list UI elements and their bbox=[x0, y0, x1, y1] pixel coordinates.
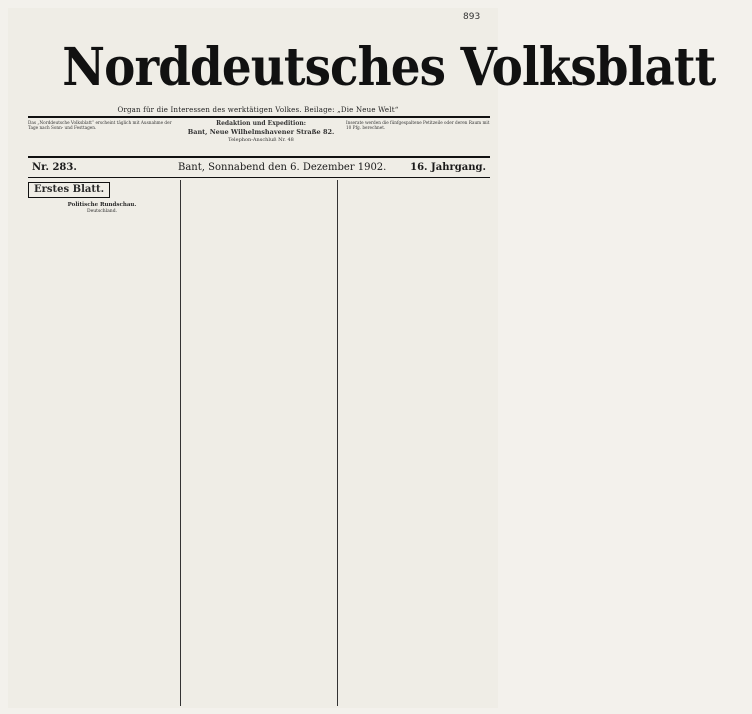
dateline-top-rule bbox=[28, 156, 490, 158]
article-columns bbox=[28, 180, 490, 708]
newspaper-title: Norddeutsches Volksblatt bbox=[62, 37, 716, 98]
publication-info-right: Inserate werden die fünfgespaltene Petitzeile oder deren Raum mit 10 Pfg. berechnet. bbox=[346, 120, 490, 131]
column-1 bbox=[28, 180, 176, 706]
column-divider bbox=[337, 180, 338, 706]
editorial-street: Bant, Neue Wilhelmshavener Straße 82. bbox=[187, 128, 335, 136]
column-3 bbox=[342, 180, 490, 706]
volume-year: 16. Jahrgang. bbox=[410, 162, 486, 173]
editorial-label: Redaktion und Expedition: bbox=[216, 120, 306, 127]
issue-date: Bant, Sonnabend den 6. Dezember 1902. bbox=[178, 162, 387, 173]
masthead bbox=[26, 36, 716, 104]
column-divider bbox=[180, 180, 181, 706]
editorial-phone: Telephon-Anschluß Nr. 48 bbox=[228, 137, 294, 143]
section-subheading: Deutschland. bbox=[86, 209, 118, 214]
section-box-title: Erstes Blatt. bbox=[28, 182, 110, 198]
page-folio-number: 893 bbox=[463, 12, 481, 22]
dateline bbox=[28, 160, 490, 176]
dateline-bottom-rule bbox=[28, 177, 490, 178]
issue-number: Nr. 283. bbox=[32, 162, 77, 173]
column-2 bbox=[185, 180, 333, 706]
publication-info-left: Das „Norddeutsche Volksblatt“ erscheint täglich mit Ausnahme der Tage nach Sonn- und Festtagen. bbox=[28, 120, 172, 131]
newspaper-page bbox=[8, 8, 716, 708]
section-heading: Politische Rundschau. bbox=[67, 202, 137, 208]
publication-info bbox=[28, 118, 490, 154]
newspaper-subtitle: Organ für die Interessen des werktätigen Volkes. Beilage: „Die Neue Welt“ bbox=[117, 106, 399, 114]
editorial-address bbox=[186, 120, 336, 144]
